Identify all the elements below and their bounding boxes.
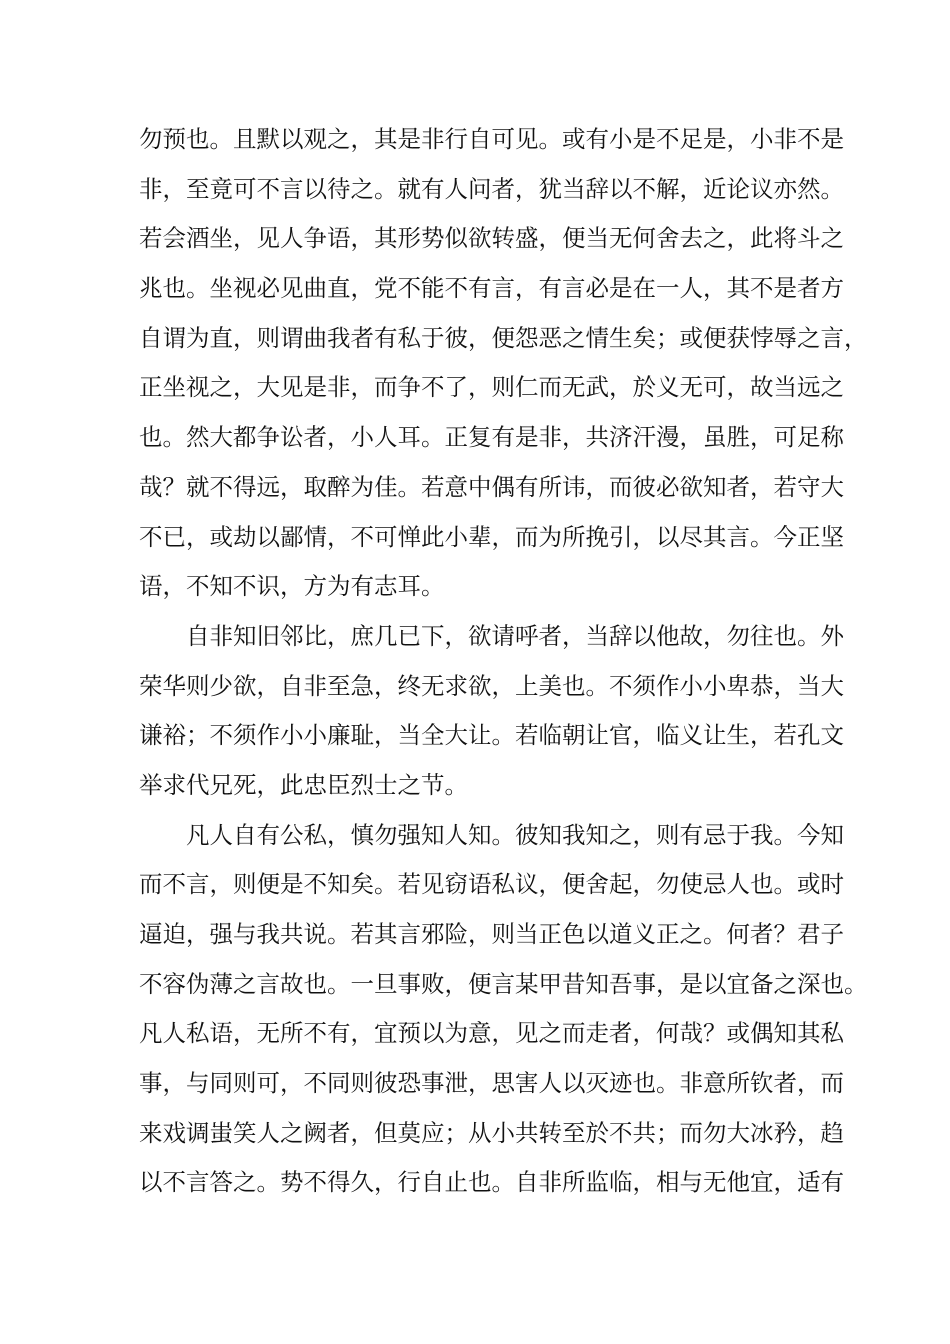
paragraph-1-line-6: 正坐视之，大见是非，而争不了，则仁而无武，於义无可，故当远之 bbox=[139, 373, 844, 402]
paragraph-1-line-5: 自谓为直，则谓曲我者有私于彼，便怨恶之情生矣；或便获悖辱之言， bbox=[139, 323, 868, 352]
paragraph-1-line-8: 哉？就不得远，取醉为佳。若意中偶有所讳，而彼必欲知者，若守大 bbox=[139, 472, 844, 501]
paragraph-3-line-7: 来戏调蚩笑人之阙者，但莫应；从小共转至於不共；而勿大冰矜，趋 bbox=[139, 1118, 844, 1147]
document-body bbox=[139, 115, 868, 1208]
paragraph-3-line-2: 而不言，则便是不知矣。若见窃语私议，便舍起，勿使忌人也。或时 bbox=[139, 870, 844, 899]
paragraph-1-line-7: 也。然大都争讼者，小人耳。正复有是非，共济汗漫，虽胜，可足称 bbox=[139, 423, 844, 452]
paragraph-3-line-5: 凡人私语，无所不有，宜预以为意，见之而走者，何哉？或偶知其私 bbox=[139, 1019, 844, 1048]
paragraph-3-line-1: 凡人自有公私，慎勿强知人知。彼知我知之，则有忌于我。今知 bbox=[186, 820, 844, 849]
paragraph-1-line-3: 若会酒坐，见人争语，其形势似欲转盛，便当无何舍去之，此将斗之 bbox=[139, 224, 844, 253]
paragraph-1-line-10: 语，不知不识，方为有志耳。 bbox=[139, 572, 445, 601]
paragraph-2-line-3: 谦裕；不须作小小廉耻，当全大让。若临朝让官，临义让生，若孔文 bbox=[139, 721, 844, 750]
paragraph-3-line-8: 以不言答之。势不得久，行自止也。自非所监临，相与无他宜，适有 bbox=[139, 1168, 844, 1197]
paragraph-2-line-4: 举求代兄死，此忠臣烈士之节。 bbox=[139, 770, 468, 799]
paragraph-3-line-3: 逼迫，强与我共说。若其言邪险，则当正色以道义正之。何者？君子 bbox=[139, 920, 844, 948]
paragraph-1-line-1: 勿预也。且默以观之，其是非行自可见。或有小是不足是，小非不是 bbox=[139, 125, 844, 153]
paragraph-1-line-2: 非，至竟可不言以待之。就有人问者，犹当辞以不解，近论议亦然。 bbox=[139, 174, 844, 203]
paragraph-2-line-2: 荣华则少欲，自非至急，终无求欲，上美也。不须作小小卑恭，当大 bbox=[139, 671, 844, 700]
paragraph-1-line-9: 不已，或劫以鄙情，不可惮此小辈，而为所挽引，以尽其言。今正坚 bbox=[139, 522, 844, 551]
paragraph-1-line-4: 兆也。坐视必见曲直，党不能不有言，有言必是在一人，其不是者方 bbox=[139, 274, 844, 303]
paragraph-2-line-1: 自非知旧邻比，庶几已下，欲请呼者，当辞以他故，勿往也。外 bbox=[186, 621, 844, 650]
paragraph-3-line-4: 不容伪薄之言故也。一旦事败，便言某甲昔知吾事，是以宜备之深也。 bbox=[139, 969, 868, 998]
paragraph-3-line-6: 事，与同则可，不同则彼恐事泄，思害人以灭迹也。非意所钦者，而 bbox=[139, 1069, 844, 1098]
